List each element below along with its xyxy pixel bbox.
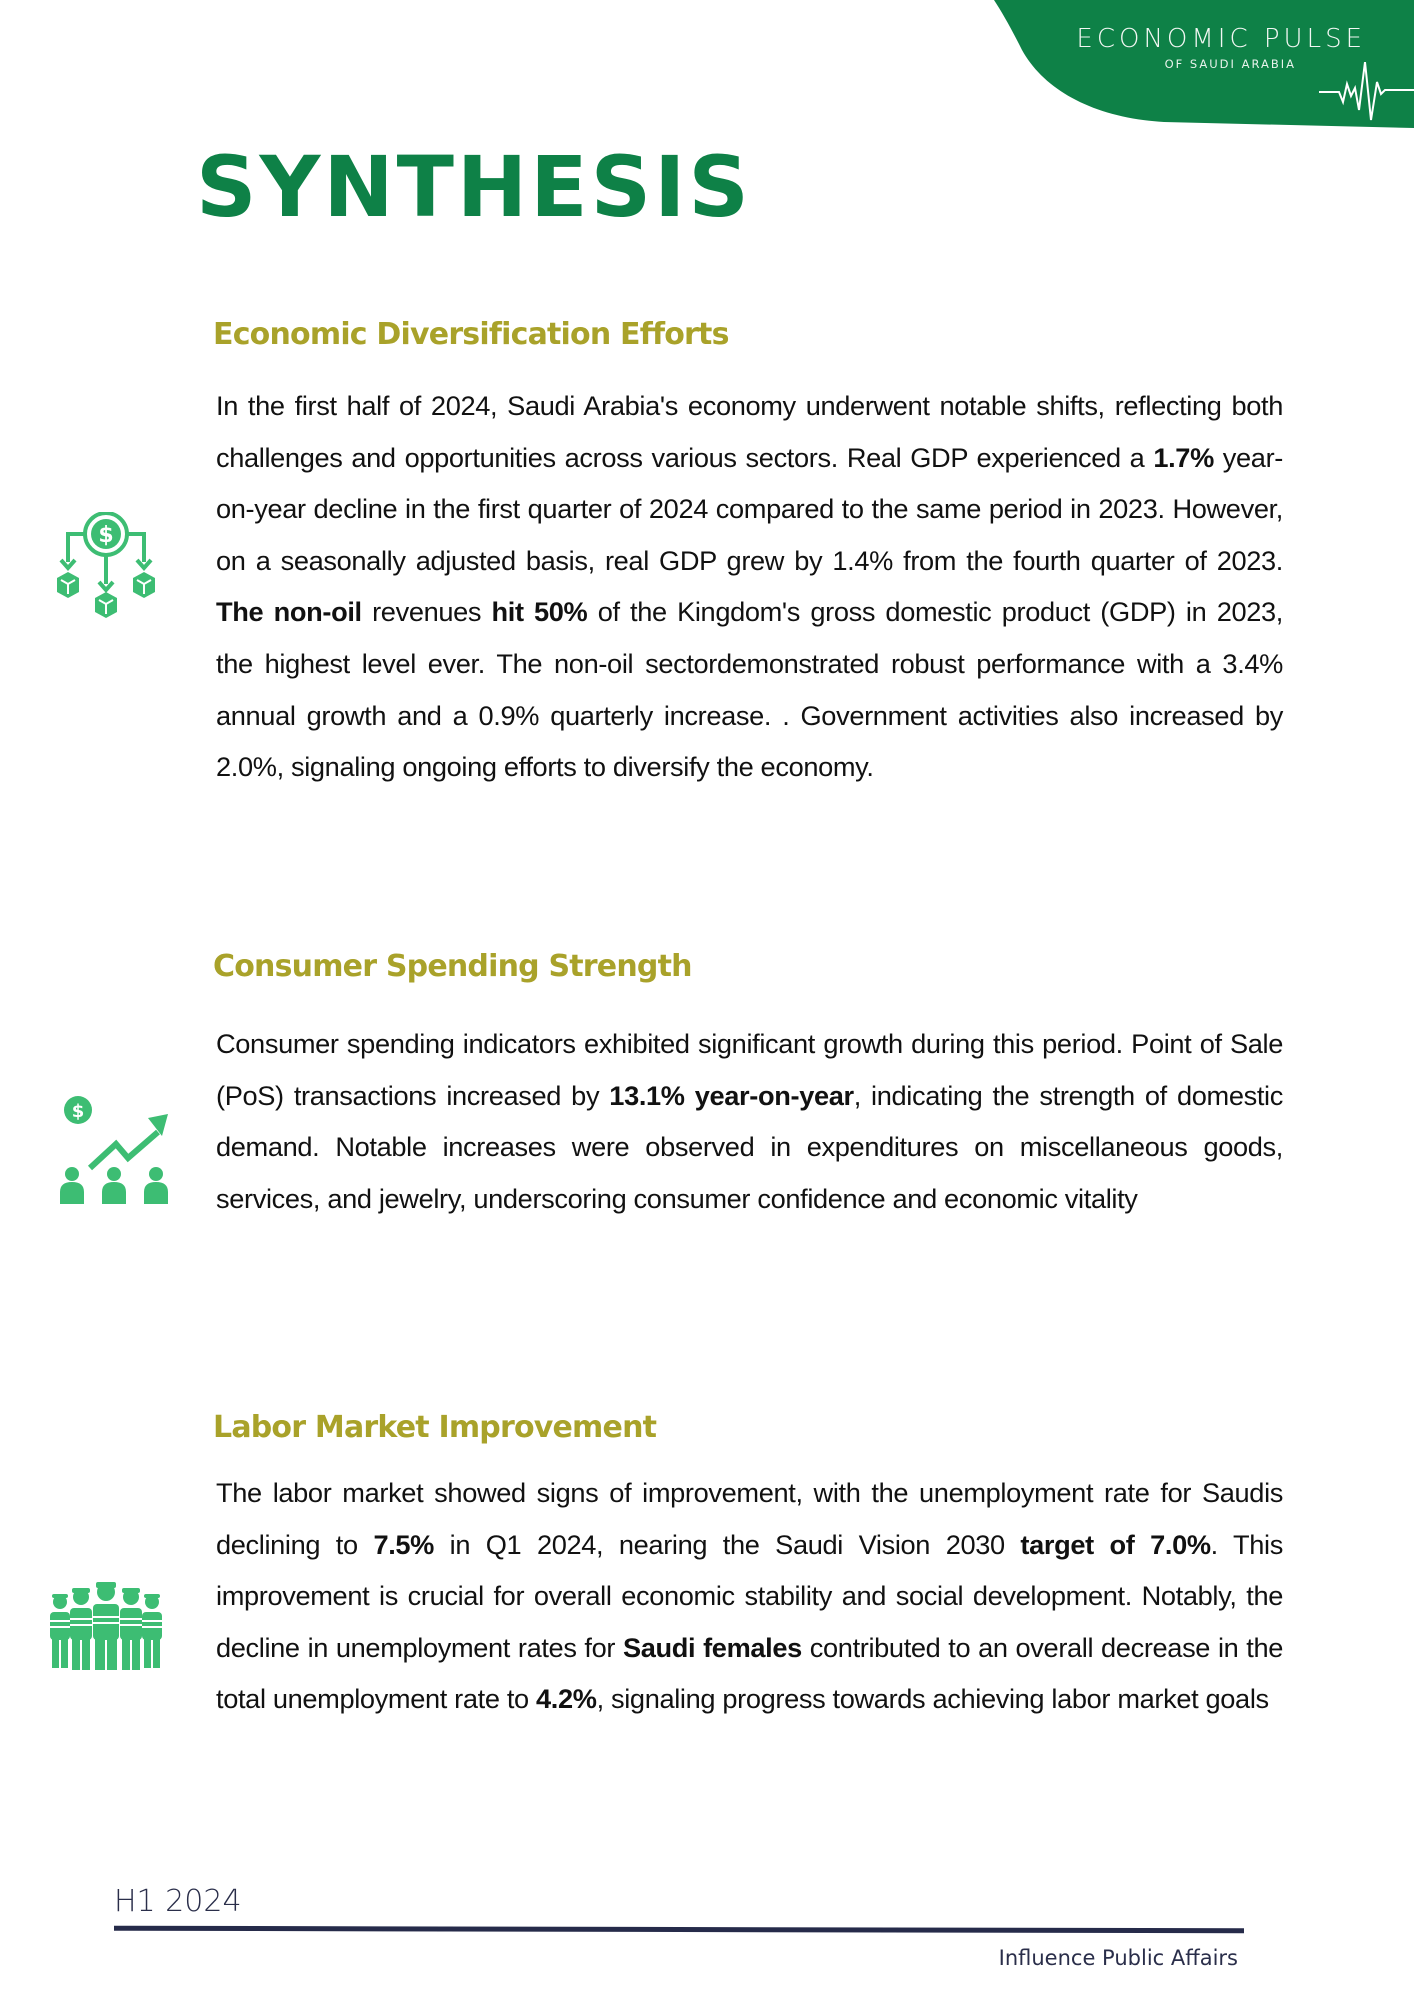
paragraph-text: contributed to an overall decrease in the total unemployment rate to [216, 1631, 1284, 1715]
footer-divider [114, 1926, 1244, 1934]
highlighted-figure: Saudi females [622, 1631, 802, 1663]
workers-group-icon [46, 1582, 166, 1670]
paragraph-text: Consumer spending indicators exhibited significant growth during this period. Point of Sale (PoS) transactions increased by [216, 1028, 1283, 1111]
paragraph-text: The labor market showed signs of improvement, with the unemployment rate for Saudis declining to [216, 1477, 1283, 1560]
heartbeat-pulse-icon [1319, 62, 1414, 128]
money-distribution-icon [56, 512, 156, 618]
consumer-growth-icon [58, 1094, 170, 1204]
brand-title: ECONOMIC PULSE [1076, 24, 1366, 54]
highlighted-figure: 7.5% [373, 1528, 435, 1560]
footer-publisher: Influence Public Affairs [998, 1946, 1238, 1970]
paragraph-text: In the first half of 2024, Saudi Arabia's economy underwent notable shifts, reflecting both challenges and opportunities across various sectors. Real GDP experienced a [216, 390, 1283, 473]
highlighted-figure: 4.2% [536, 1683, 597, 1715]
paragraph-text: of the Kingdom's gross domestic product (GDP) in 2023, the highest level ever. The non-oil sectordemonstrated robust performance with a 3.4% annual growth and a 0.9% quarterly increase. . Government activities also increased by 2.0%, signaling ongoing efforts to diversify the economy. [216, 596, 1283, 783]
section-paragraph-economic-diversification [216, 380, 1283, 793]
highlighted-figure: 1.7% [1153, 441, 1214, 473]
footer-period: H1 2024 [114, 1884, 242, 1919]
section-heading-labor-market: Labor Market Improvement [213, 1410, 657, 1445]
paragraph-text: revenues [361, 596, 492, 628]
brand-subtitle: OF SAUDI ARABIA [1164, 57, 1296, 71]
paragraph-text: . This improvement is crucial for overall economic stability and social development. Notably, the decline in unemployment rates for [216, 1528, 1283, 1663]
section-heading-consumer-spending: Consumer Spending Strength [213, 949, 692, 984]
svg-text:$: $ [98, 523, 114, 548]
section-heading-economic-diversification: Economic Diversification Efforts [213, 317, 729, 352]
paragraph-text: in Q1 2024, nearing the Saudi Vision 2030 [434, 1528, 1021, 1560]
highlighted-figure: target of 7.0% [1020, 1528, 1211, 1560]
highlighted-figure: hit 50% [491, 596, 588, 628]
highlighted-figure: 13.1% year-on-year [609, 1079, 854, 1111]
section-paragraph-labor-market [216, 1467, 1283, 1725]
paragraph-text: , signaling progress towards achieving labor market goals [596, 1683, 1269, 1715]
page-title: SYNTHESIS [196, 138, 752, 236]
paragraph-text: , indicating the strength of domestic demand. Notable increases were observed in expenditures on miscellaneous goods, services, and jewelry, underscoring consumer confidence and economic vitality [216, 1079, 1283, 1214]
svg-text:$: $ [71, 1101, 85, 1122]
highlighted-figure: The non-oil [216, 596, 362, 628]
section-paragraph-consumer-spending [216, 1018, 1283, 1224]
paragraph-text: year-on-year decline in the first quarter of 2024 compared to the same period in 2023. However, on a seasonally adjusted basis, real GDP grew by 1.4% from the fourth quarter of 2023. [216, 441, 1283, 576]
